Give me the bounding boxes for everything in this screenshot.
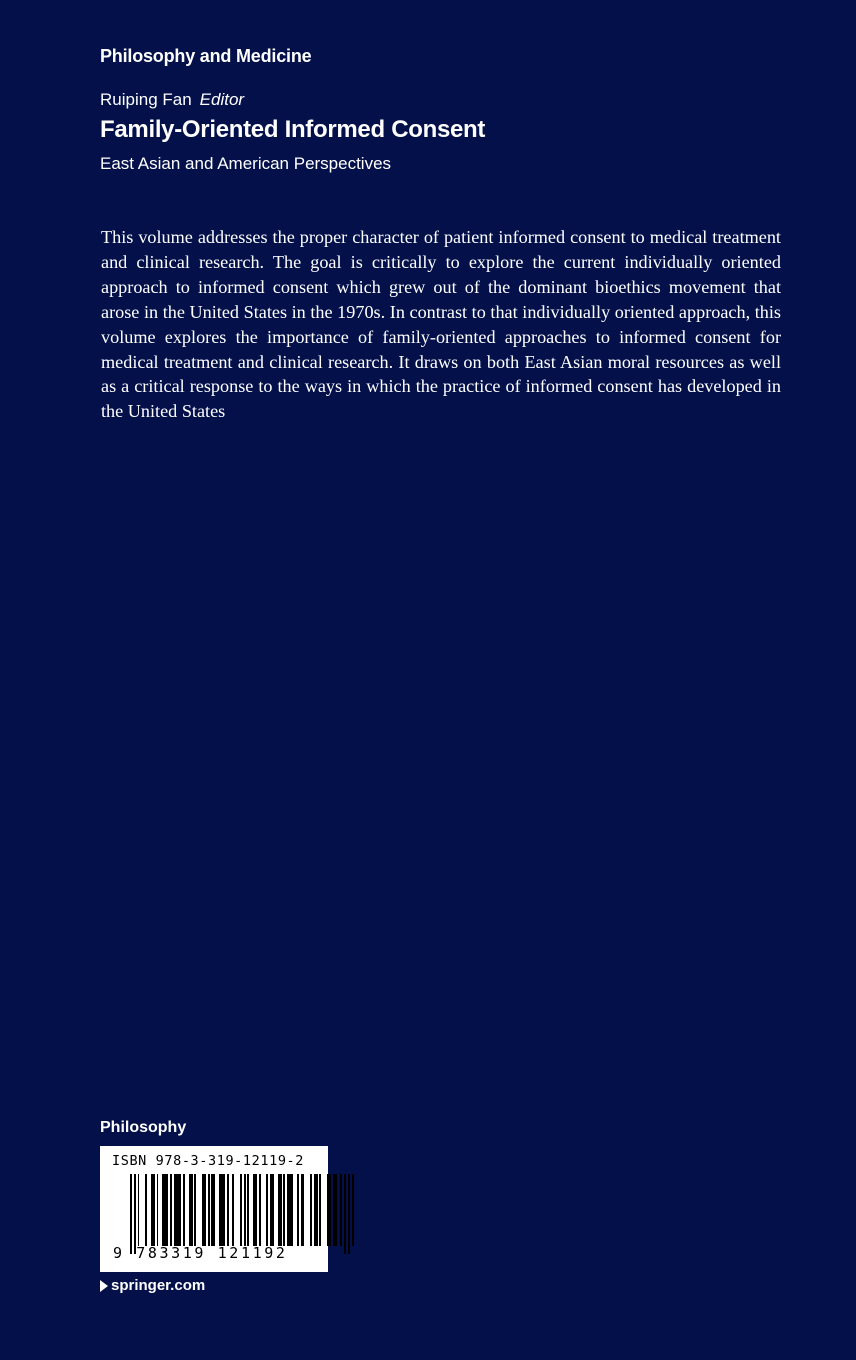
website-text: springer.com [111,1277,206,1294]
barcode-digits: 9 783319 121192 [113,1244,288,1262]
triangle-right-icon [100,1280,108,1292]
isbn-barcode-box [100,1146,328,1272]
website-link[interactable] [100,1277,205,1294]
editor-line [100,90,244,110]
barcode-icon [130,1174,310,1254]
editor-name: Ruiping Fan [100,90,192,109]
book-description: This volume addresses the proper character of patient informed consent to medical treatment and clinical research. The goal is critically to explore the current individually oriented approach to informed consent which grew out of the dominant bioethics movement that arose in the United States in the 1970s. In contrast to that individually oriented approach, this volume explores the importance of family-oriented approaches to informed consent for medical treatment and clinical research. It draws on both East Asian moral resources as well as a critical response to the ways in which the practice of informed consent has developed in the United States [101,227,781,422]
subject-label: Philosophy [100,1119,187,1136]
editor-role: Editor [199,90,245,109]
book-title: Family-Oriented Informed Consent [100,116,486,143]
book-subtitle: East Asian and American Perspectives [100,154,392,173]
isbn-label: ISBN 978-3-319-12119-2 [112,1153,305,1169]
series-title: Philosophy and Medicine [100,46,312,66]
